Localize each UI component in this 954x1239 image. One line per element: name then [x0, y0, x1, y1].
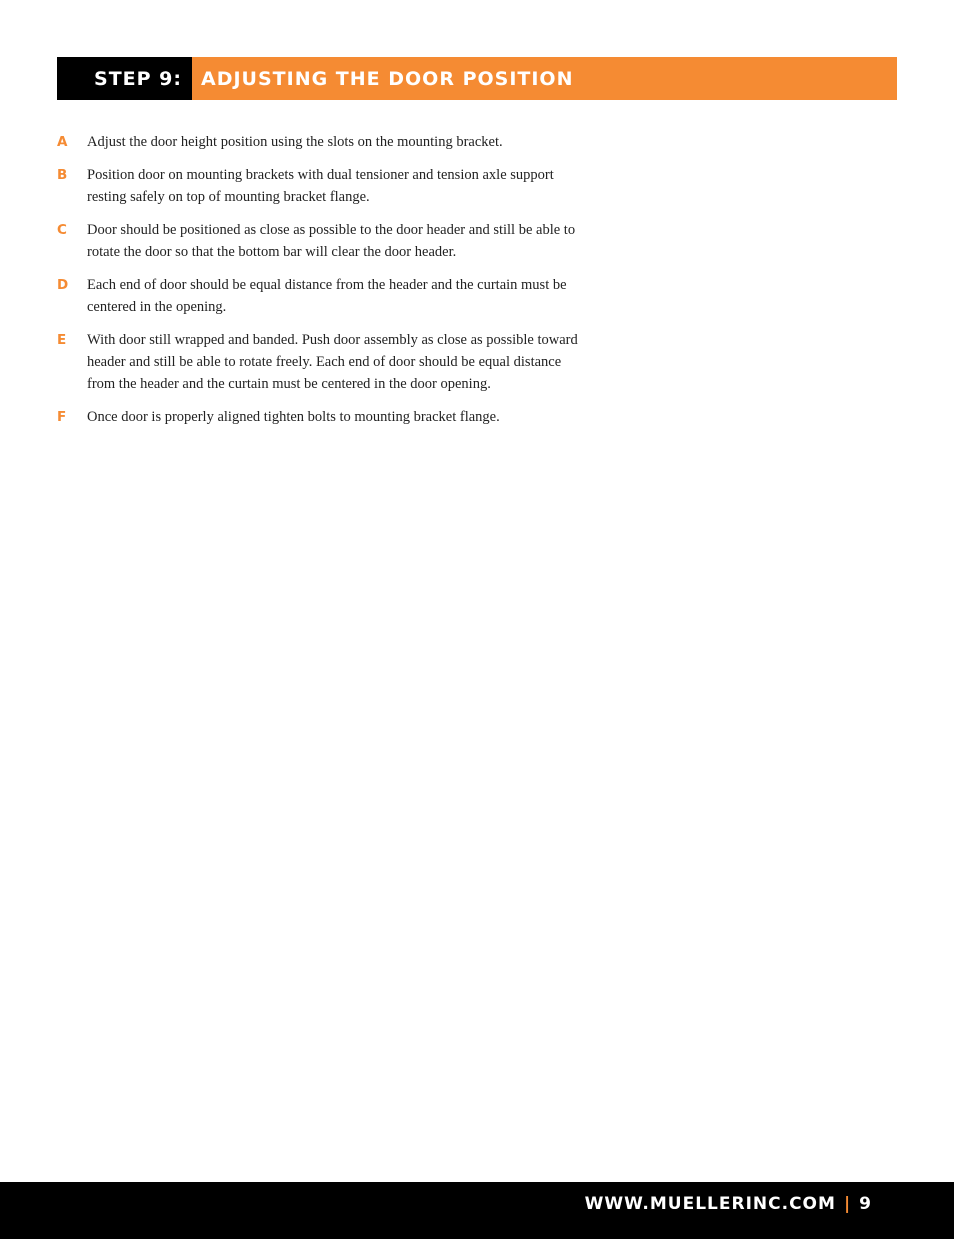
instruction-item [57, 274, 587, 318]
instruction-item [57, 131, 587, 153]
instruction-letter: B [57, 167, 68, 183]
step-title: ADJUSTING THE DOOR POSITION [192, 57, 897, 100]
instruction-letter: A [57, 134, 68, 150]
instruction-text: Position door on mounting brackets with dual tensioner and tension axle support resting safely on top of mounting bracket flange. [87, 167, 554, 205]
instruction-item [57, 329, 587, 395]
page-footer [0, 1182, 954, 1239]
footer-separator: | [843, 1194, 852, 1214]
instruction-text: Each end of door should be equal distance from the header and the curtain must be centered in the opening. [87, 277, 567, 315]
instruction-letter: F [57, 409, 67, 425]
instruction-item [57, 219, 587, 263]
instruction-text: Adjust the door height position using the slots on the mounting bracket. [87, 134, 503, 150]
step-header [57, 57, 897, 100]
instruction-list [57, 131, 587, 439]
footer-content [585, 1192, 872, 1216]
instruction-item [57, 164, 587, 208]
instruction-text: Door should be positioned as close as possible to the door header and still be able to rotate the door so that the bottom bar will clear the door header. [87, 222, 576, 260]
instruction-letter: E [57, 332, 67, 348]
instruction-letter: D [57, 277, 69, 293]
instruction-letter: C [57, 222, 67, 238]
instruction-text: With door still wrapped and banded. Push door assembly as close as possible toward header and still be able to rotate freely. Each end of door should be equal distance from the header and the curtain must be centered in the door opening. [87, 332, 578, 392]
website-link[interactable]: WWW.MUELLERINC.COM [584, 1194, 836, 1214]
instruction-item [57, 406, 587, 428]
page-number: 9 [859, 1194, 872, 1214]
step-label: STEP 9: [57, 57, 192, 100]
instruction-text: Once door is properly aligned tighten bolts to mounting bracket flange. [87, 409, 500, 425]
